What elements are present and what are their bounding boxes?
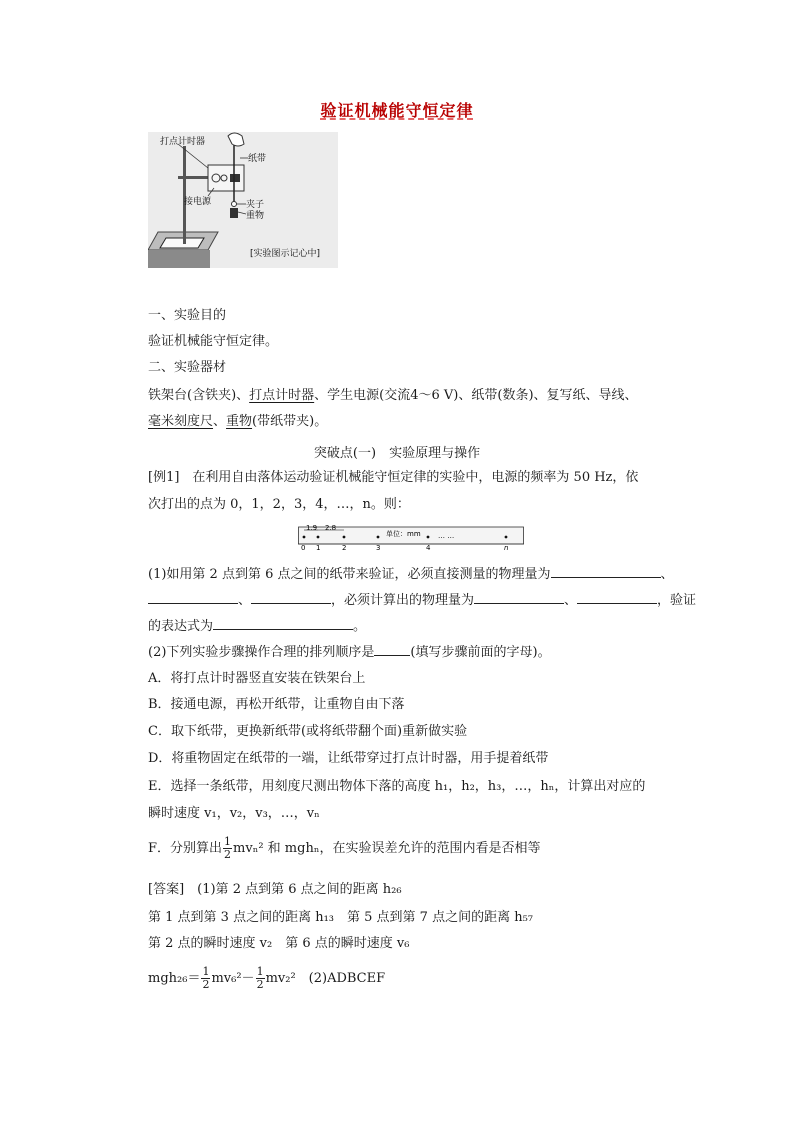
answer-blank[interactable] [251, 589, 331, 604]
step-e-line1: E．选择一条纸带，用刻度尺测出物体下落的高度 h₁，h₂，h₃，…，hₙ，计算出对应的 [148, 779, 646, 794]
fraction-denominator: 2 [202, 978, 210, 991]
experiment-figure [148, 132, 338, 268]
answer-line4 [148, 966, 385, 991]
answer-line2: 第 1 点到第 3 点之间的距离 h₁₃ 第 5 点到第 7 点之间的距离 h₅₇ [148, 910, 533, 925]
fraction-numerator: 1 [256, 965, 264, 978]
text: (1)如用第 2 点到第 6 点之间的纸带来验证，必须直接测量的物理量为 [148, 567, 551, 582]
keyword-ruler: 毫米刻度尺 [148, 414, 214, 429]
keyword-timer: 打点计时器 [249, 388, 315, 403]
label-tape: 纸带 [248, 154, 267, 164]
tape-tick-0: 0 [301, 544, 306, 550]
label-power: 接电源 [184, 197, 212, 207]
q1-line3 [148, 615, 366, 637]
text: 。 [353, 619, 367, 634]
step-e-line2: 瞬时速度 v₁，v₂，v₃，…，vₙ [148, 806, 320, 821]
tape-tick-2: 2 [342, 544, 347, 550]
section-2-heading: 二、实验器材 [148, 360, 227, 375]
tape-unit: 单位：mm [386, 530, 421, 538]
step-a: A．将打点计时器竖直安装在铁架台上 [148, 671, 366, 686]
text: ，必须计算出的物理量为 [331, 593, 475, 608]
text: (2)下列实验步骤操作合理的排列顺序是 [148, 645, 375, 660]
label-clip: 夹子 [246, 200, 265, 210]
answer-blank[interactable] [551, 563, 661, 578]
tape-tick-4: 4 [426, 544, 431, 550]
text: (带纸带夹)。 [252, 414, 328, 429]
tape-tick-1: 1 [316, 544, 321, 550]
step-d: D．将重物固定在纸带的一端，让纸带穿过打点计时器，用手提着纸带 [148, 751, 549, 766]
tape-tick-3: 3 [376, 544, 381, 550]
answer-blank[interactable] [474, 589, 564, 604]
text: 、 [660, 567, 674, 582]
figure-caption: [实验图示记心中] [250, 249, 321, 259]
text: mv₆²－ [211, 971, 255, 986]
fraction-half [256, 966, 265, 991]
text: F．分别算出 [148, 841, 223, 856]
q1-line2 [148, 589, 696, 611]
answer-blank[interactable] [374, 641, 410, 656]
example-line2: 次打出的点为 0，1，2，3，4，…，n。则： [148, 497, 410, 512]
answer-blank[interactable] [213, 615, 353, 630]
text: mv₂² (2)ADBCEF [265, 971, 386, 986]
q1-line1 [148, 563, 674, 585]
text: 、 [238, 593, 252, 608]
fraction-denominator: 2 [224, 848, 232, 861]
fraction-denominator: 2 [256, 978, 264, 991]
answer-line1: [答案] (1)第 2 点到第 6 点之间的距离 h₂₆ [148, 882, 402, 897]
tape-dots: … … [438, 532, 455, 540]
point-heading: 突破点(一) 实验原理与操作 [313, 446, 481, 461]
fraction-numerator: 1 [224, 835, 232, 848]
q2-line [148, 641, 551, 663]
text: 的表达式为 [148, 619, 214, 634]
fraction-half [201, 966, 210, 991]
text: ，验证 [657, 593, 697, 608]
answer-blank[interactable] [148, 589, 238, 604]
example-line1: [例1] 在利用自由落体运动验证机械能守恒定律的实验中，电源的频率为 50 Hz，依 [148, 470, 639, 485]
keyword-weight: 重物 [226, 414, 253, 429]
fraction-numerator: 1 [202, 965, 210, 978]
text: mgh₂₆＝ [148, 971, 201, 986]
answer-line3: 第 2 点的瞬时速度 v₂ 第 6 点的瞬时速度 v₆ [148, 936, 410, 951]
text: 、学生电源(交流4～6 V)、纸带(数条)、复写纸、导线、 [314, 388, 638, 403]
text: mvₙ² 和 mghₙ，在实验误差允许的范围内看是否相等 [233, 841, 541, 856]
text: 、 [564, 593, 578, 608]
label-timer: 打点计时器 [160, 137, 206, 147]
label-weight: 重物 [246, 211, 265, 221]
step-c: C．取下纸带，更换新纸带(或将纸带翻个面)重新做实验 [148, 724, 468, 739]
section-2-body-line2 [148, 412, 327, 432]
page-title: 验证机械能守恒定律 [320, 101, 474, 120]
step-b: B．接通电源，再松开纸带，让重物自由下落 [148, 697, 405, 712]
text: 铁架台(含铁夹)、 [148, 388, 250, 403]
text: (填写步骤前面的字母)。 [410, 645, 551, 660]
section-1-heading: 一、实验目的 [148, 308, 227, 323]
paper-tape-figure [298, 524, 524, 554]
text: 、 [213, 414, 227, 429]
step-f [148, 836, 540, 861]
section-1-body: 验证机械能守恒定律。 [148, 334, 279, 349]
section-2-body-line1 [148, 386, 638, 406]
answer-blank[interactable] [577, 589, 657, 604]
fraction-half [223, 836, 232, 861]
tape-d2: 2.8 [325, 524, 337, 532]
tape-d1: 1.9 [306, 524, 318, 532]
tape-tick-n: n [504, 544, 509, 550]
